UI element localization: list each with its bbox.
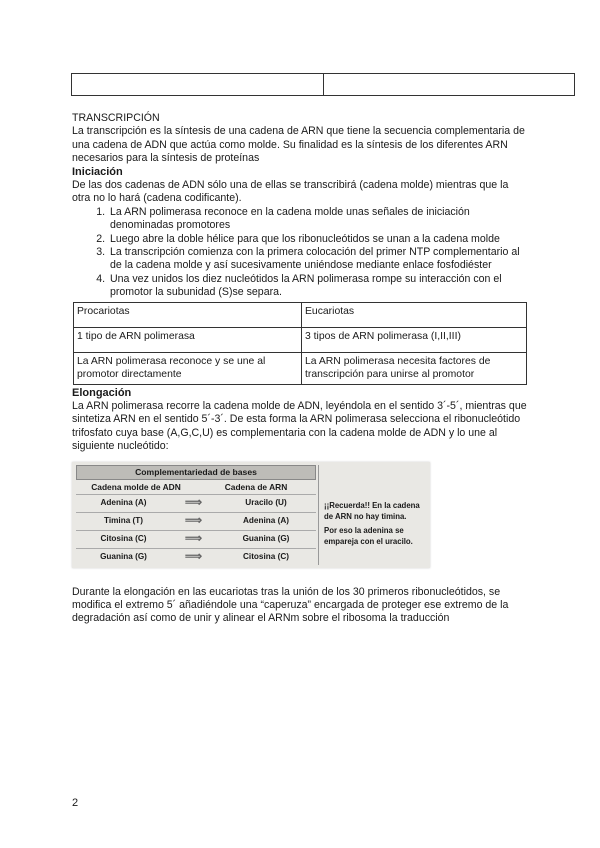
section-title: TRANSCRIPCIÓN: [72, 112, 160, 124]
table-cell: 3 tipos de ARN polimerasa (I,II,III): [302, 327, 527, 352]
figure-note-2: Por eso la adenina se empareja con el uracilo.: [324, 525, 413, 546]
table-header-cell: Eucariotas: [302, 302, 527, 327]
intro-paragraph: La transcripción es la síntesis de una cadena de ARN que tiene la secuencia complementaria de una cadena de ADN que actúa como molde. Su finalidad es la síntesis de los diferentes ARN necesarios para la síntesis de proteínas: [72, 125, 525, 165]
elongation-paragraph-2: Durante la elongación en las eucariotas tras la unión de los 30 primeros ribonucleótidos, se modifica el extremo 5´ añadiéndole una “caperuza” encargada de proteger ese extremo de la degradación así como de unir y alinear el ARNm sobre el ribosoma la traducción: [72, 585, 509, 625]
table-row: [74, 302, 527, 327]
figure-row: [76, 548, 316, 566]
table-row: [74, 352, 527, 384]
initiation-steps: [72, 206, 528, 300]
initiation-heading: Iniciación: [72, 165, 123, 178]
table-cell: La ARN polimerasa reconoce y se une al promotor directamente: [74, 352, 302, 384]
elongation-heading: Elongación: [72, 386, 132, 399]
page-number: 2: [72, 797, 79, 809]
figure-title: Complementariedad de bases: [76, 465, 316, 480]
figure-divider: [318, 465, 319, 565]
dna-base: Guanina (G): [100, 552, 147, 562]
rna-base: Guanina (G): [242, 534, 290, 544]
header-table-cell: [323, 74, 575, 95]
list-item: 3. La transcripción comienza con la primera colocación del primer NTP complementario al de la cadena molde y así sucesivamente uniéndose mediante enlace fosfodiéster: [108, 246, 528, 273]
figure-row: [76, 494, 316, 512]
arrow-right-icon: ⟹: [184, 549, 203, 564]
figure-row: [76, 512, 316, 530]
arrow-right-icon: ⟹: [184, 531, 203, 546]
list-item: 4. Una vez unidos los diez nucleótidos la ARN polimerasa rompe su interacción con el promotor la subunidad (S)se separa.: [108, 273, 528, 300]
dna-base: Citosina (C): [100, 534, 147, 544]
figure-col-dna: Cadena molde de ADN: [91, 481, 181, 492]
arrow-right-icon: ⟹: [184, 495, 203, 510]
list-item: 1. La ARN polimerasa reconoce en la cadena molde unas señales de iniciación denominadas promotores: [108, 206, 528, 233]
table-header-cell: Procariotas: [74, 302, 302, 327]
header-table: [71, 73, 575, 96]
list-item: 2. Luego abre la doble hélice para que los ribonucleótidos se unan a la cadena molde: [108, 233, 528, 246]
figure-row: [76, 530, 316, 548]
table-cell: La ARN polimerasa necesita factores de transcripción para unirse al promotor: [302, 352, 527, 384]
initiation-paragraph: De las dos cadenas de ADN sólo una de ellas se transcribirá (cadena molde) mientras que la otra no lo hará (cadena codificante).: [72, 179, 509, 205]
dna-base: Adenina (A): [100, 498, 147, 508]
elongation-paragraph: La ARN polimerasa recorre la cadena molde de ADN, leyéndola en el sentido 3´-5´, mientras que sintetiza ARN en el sentido 5´-3´. De esta forma la ARN polimerasa selecciona el ribonucleótido trifosfato cuya base (A,G,C,U) es complementaria con la cadena molde de ADN y lo une al siguiente nucleótido:: [72, 399, 527, 453]
header-table-cell: [72, 74, 323, 95]
table-row: [74, 327, 527, 352]
figure-note: [324, 500, 424, 547]
rna-base: Uracilo (U): [245, 498, 287, 508]
arrow-right-icon: ⟹: [184, 513, 203, 528]
comparison-table: [73, 302, 527, 385]
document-body: [72, 112, 528, 626]
figure-note-1: ¡¡Recuerda!! En la cadena de ARN no hay timina.: [324, 500, 420, 521]
dna-base: Timina (T): [104, 516, 143, 526]
table-cell: 1 tipo de ARN polimerasa: [74, 327, 302, 352]
base-complementarity-figure: [72, 462, 430, 568]
rna-base: Citosina (C): [243, 552, 289, 562]
figure-col-rna: Cadena de ARN: [224, 481, 288, 492]
rna-base: Adenina (A): [243, 516, 289, 526]
